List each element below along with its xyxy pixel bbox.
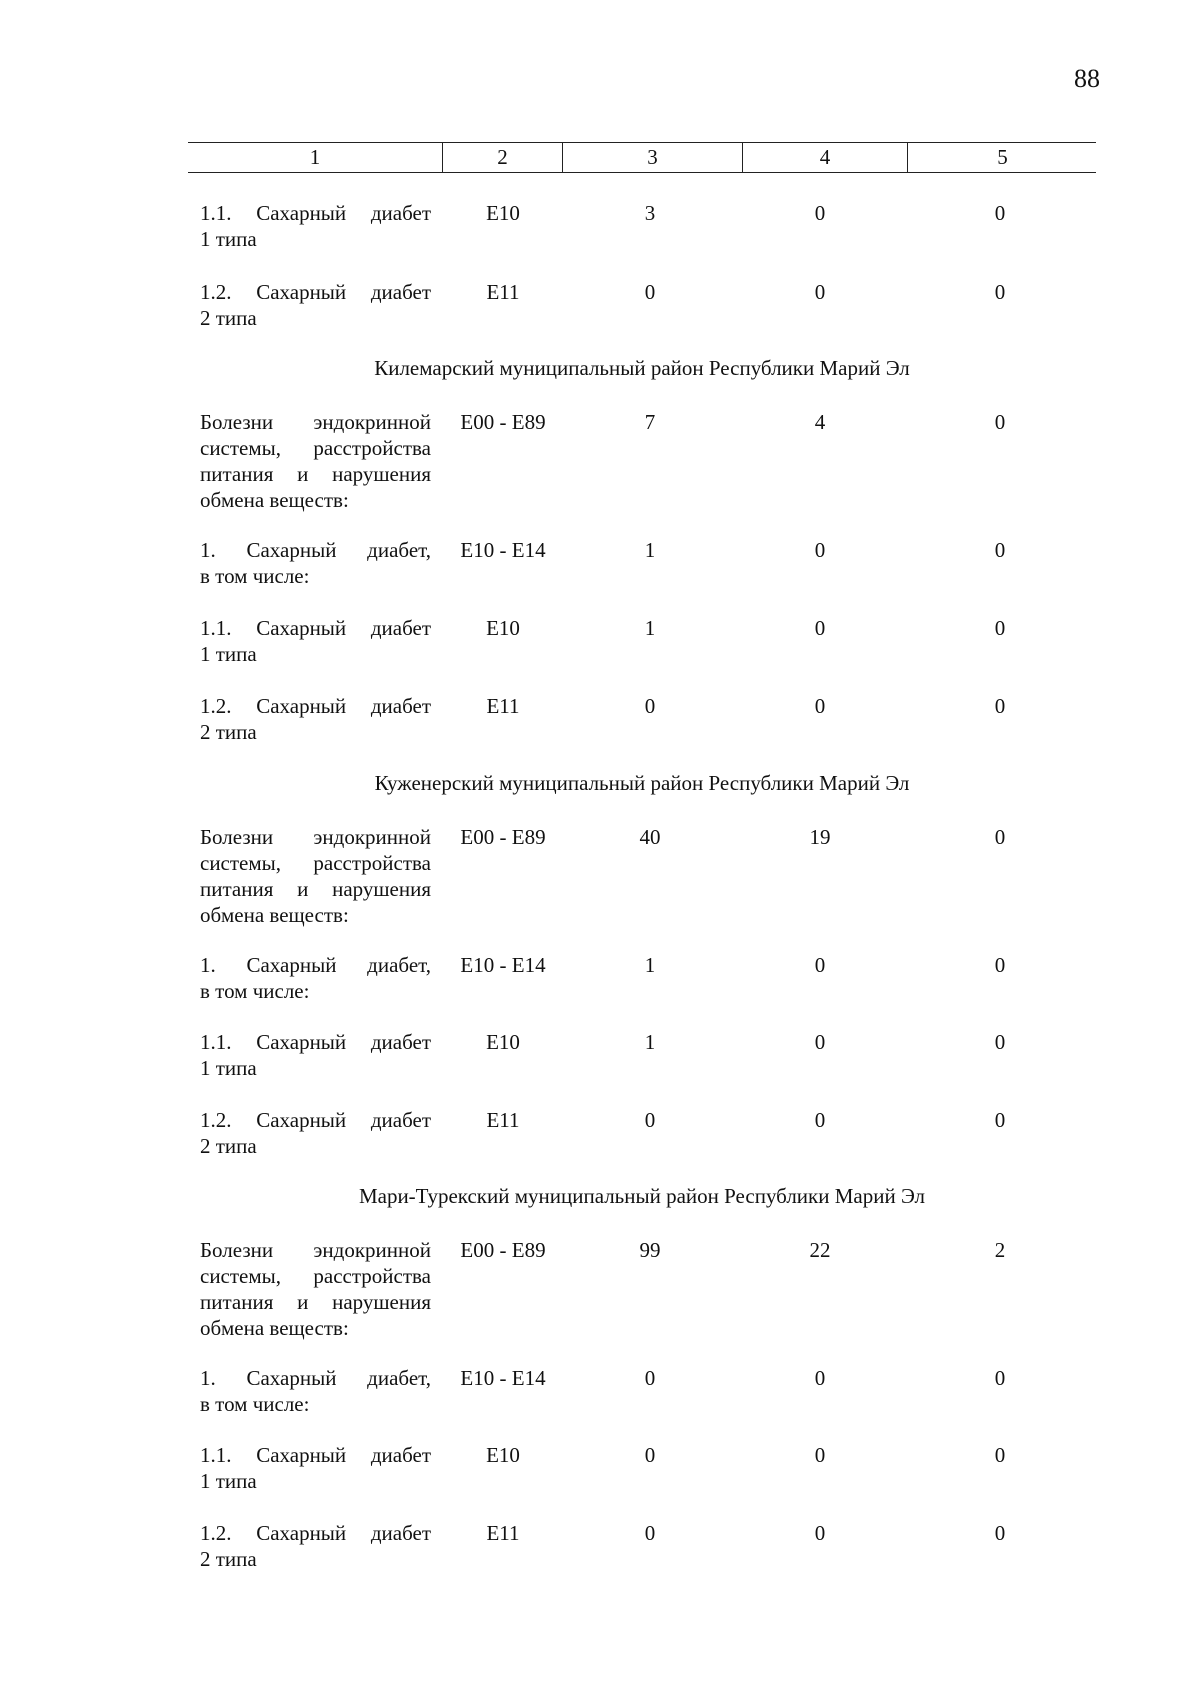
disease-name-line: в том числе: [200,1392,310,1416]
cell-icd-code: E11 [486,1108,520,1132]
page-number: 88 [1074,64,1100,93]
cell-disease-name [200,1365,431,1417]
disease-name-line: обмена веществ: [200,488,349,512]
cell-col-4: 19 [809,825,831,849]
disease-name-line: 2 типа [200,1547,257,1571]
section-title: Килемарский муниципальный район Республики Марий Эл [374,356,910,380]
cell-icd-code: E00 - E89 [460,825,546,849]
cell-disease-name [200,409,431,513]
cell-col-5: 0 [994,825,1006,849]
cell-disease-name [200,1107,431,1159]
cell-disease-name [200,693,431,745]
cell-col-4: 0 [814,1366,826,1390]
cell-col-5: 0 [994,1030,1006,1054]
cell-disease-name [200,615,431,667]
cell-col-3: 0 [644,1366,656,1390]
cell-col-3: 7 [644,410,656,434]
cell-icd-code: E11 [486,694,520,718]
disease-name-line: 1. Сахарный диабет, [200,538,431,562]
disease-name-line: 1 типа [200,227,257,251]
cell-col-3: 0 [644,280,656,304]
disease-name-line: 1.2. Сахарный диабет [200,694,431,718]
cell-col-3: 99 [639,1238,661,1262]
cell-icd-code: E10 [486,616,520,640]
cell-disease-name [200,1442,431,1494]
cell-icd-code: E00 - E89 [460,410,546,434]
cell-col-3: 0 [644,1443,656,1467]
disease-name-line: обмена веществ: [200,1316,349,1340]
disease-name-line: в том числе: [200,979,310,1003]
cell-col-5: 2 [994,1238,1006,1262]
cell-disease-name [200,1520,431,1572]
disease-name-line: в том числе: [200,564,310,588]
cell-col-4: 0 [814,1443,826,1467]
cell-col-3: 3 [644,201,656,225]
cell-col-3: 0 [644,1521,656,1545]
header-col-1: 1 [188,143,443,172]
cell-col-4: 22 [809,1238,831,1262]
disease-name-line: 1.2. Сахарный диабет [200,280,431,304]
disease-name-line: системы, расстройства [200,436,431,460]
cell-col-5: 0 [994,1521,1006,1545]
cell-col-4: 0 [814,694,826,718]
disease-name-line: системы, расстройства [200,851,431,875]
section-title: Куженерский муниципальный район Республики Марий Эл [374,771,910,795]
cell-col-5: 0 [994,953,1006,977]
cell-icd-code: E10 [486,1030,520,1054]
disease-name-line: 1.1. Сахарный диабет [200,201,431,225]
disease-name-line: 2 типа [200,1134,257,1158]
header-col-4: 4 [743,143,908,172]
cell-disease-name [200,200,431,252]
cell-col-4: 0 [814,953,826,977]
section-title: Мари-Турекский муниципальный район Республики Марий Эл [358,1184,926,1208]
disease-name-line: 1. Сахарный диабет, [200,1366,431,1390]
cell-col-5: 0 [994,538,1006,562]
disease-name-line: 1 типа [200,642,257,666]
cell-icd-code: E10 - E14 [460,538,546,562]
cell-col-3: 1 [644,953,656,977]
cell-col-3: 1 [644,616,656,640]
cell-icd-code: E00 - E89 [460,1238,546,1262]
cell-col-5: 0 [994,1108,1006,1132]
cell-disease-name [200,1237,431,1341]
disease-name-line: питания и нарушения [200,462,431,486]
cell-col-5: 0 [994,410,1006,434]
cell-icd-code: E10 [486,1443,520,1467]
cell-col-4: 4 [814,410,826,434]
disease-name-line: 2 типа [200,306,257,330]
cell-icd-code: E10 [486,201,520,225]
cell-icd-code: E10 - E14 [460,953,546,977]
disease-name-line: 1.2. Сахарный диабет [200,1108,431,1132]
disease-name-line: 1.1. Сахарный диабет [200,616,431,640]
cell-col-4: 0 [814,280,826,304]
disease-name-line: 1 типа [200,1469,257,1493]
cell-col-4: 0 [814,538,826,562]
disease-name-line: 2 типа [200,720,257,744]
header-col-2: 2 [443,143,563,172]
disease-name-line: Болезни эндокринной [200,1238,431,1262]
header-col-3: 3 [563,143,743,172]
disease-name-line: 1 типа [200,1056,257,1080]
disease-name-line: системы, расстройства [200,1264,431,1288]
cell-icd-code: E11 [486,280,520,304]
cell-col-5: 0 [994,616,1006,640]
header-col-5: 5 [997,145,1008,169]
disease-name-line: Болезни эндокринной [200,825,431,849]
disease-name-line: 1. Сахарный диабет, [200,953,431,977]
cell-col-4: 0 [814,201,826,225]
cell-col-3: 40 [639,825,661,849]
cell-col-5: 0 [994,1366,1006,1390]
disease-name-line: 1.1. Сахарный диабет [200,1030,431,1054]
cell-col-5: 0 [994,201,1006,225]
cell-disease-name [200,952,431,1004]
disease-name-line: питания и нарушения [200,1290,431,1314]
cell-col-4: 0 [814,1108,826,1132]
disease-name-line: обмена веществ: [200,903,349,927]
cell-icd-code: E10 - E14 [460,1366,546,1390]
cell-col-3: 0 [644,694,656,718]
cell-col-3: 1 [644,538,656,562]
cell-disease-name [200,279,431,331]
cell-col-3: 0 [644,1108,656,1132]
cell-icd-code: E11 [486,1521,520,1545]
cell-col-5: 0 [994,694,1006,718]
cell-col-4: 0 [814,1521,826,1545]
cell-disease-name [200,1029,431,1081]
disease-name-line: питания и нарушения [200,877,431,901]
cell-col-3: 1 [644,1030,656,1054]
cell-disease-name [200,824,431,928]
cell-col-4: 0 [814,1030,826,1054]
disease-name-line: 1.1. Сахарный диабет [200,1443,431,1467]
cell-disease-name [200,537,431,589]
disease-name-line: 1.2. Сахарный диабет [200,1521,431,1545]
cell-col-5: 0 [994,280,1006,304]
cell-col-4: 0 [814,616,826,640]
cell-col-5: 0 [994,1443,1006,1467]
disease-name-line: Болезни эндокринной [200,410,431,434]
